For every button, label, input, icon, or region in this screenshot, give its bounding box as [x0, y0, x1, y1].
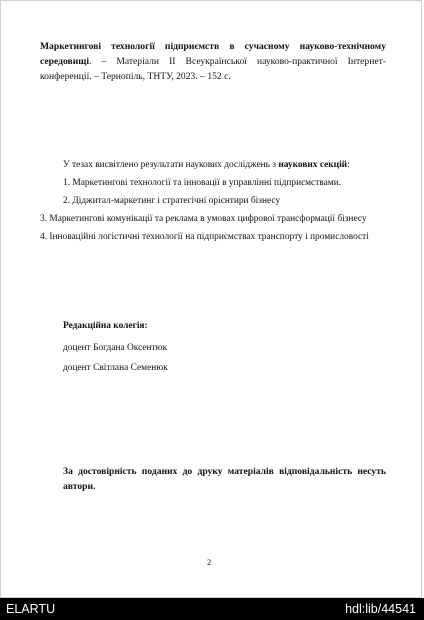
handle-identifier: hdl:lib/44541 — [345, 602, 416, 616]
citation-details: . – Матеріали ІІ Всеукраїнської науково-практичної Інтернет-конференції. – Тернопіль, ТНТУ, 2023. – 152 с. — [40, 56, 386, 82]
repository-footer-bar — [0, 598, 424, 620]
citation-title: Маркетингові технології підприємств в сучасному науково-технічному середовищі — [40, 41, 386, 67]
intro-suffix: : — [347, 160, 350, 170]
section-item-text: 4. Інноваційні логістичні технології на підприємствах транспорту і промисловості — [40, 232, 369, 242]
section-item: 1. Маркетингові технології та інновації в управлінні підприємствами. — [63, 178, 342, 188]
page-number: 2 — [207, 557, 212, 567]
section-item — [40, 212, 386, 226]
section-item: 2. Діджитал-маркетинг і стратегічні орієнтири бізнесу — [63, 196, 281, 206]
intro-prefix: У тезах висвітлено результати наукових досліджень з — [63, 160, 279, 170]
responsibility-disclaimer: За достовірність поданих до друку матеріалів відповідальність несуть автори. — [63, 466, 386, 492]
editorial-board-title: Редакційна колегія: — [63, 321, 148, 331]
sections-list — [40, 176, 386, 248]
bibliographic-citation — [40, 39, 386, 84]
repository-name: ELARTU — [6, 602, 56, 616]
section-item — [40, 230, 386, 244]
editorial-board-member: доцент Світлана Семенюк — [63, 363, 168, 373]
editorial-board-member: доцент Богдана Оксентюк — [63, 343, 168, 353]
section-item-text: 3. Маркетингові комунікації та реклама в умовах цифрової трансформації бізнесу — [40, 214, 367, 224]
intro-bold: наукових секцій — [278, 160, 348, 170]
intro-paragraph — [63, 158, 386, 172]
